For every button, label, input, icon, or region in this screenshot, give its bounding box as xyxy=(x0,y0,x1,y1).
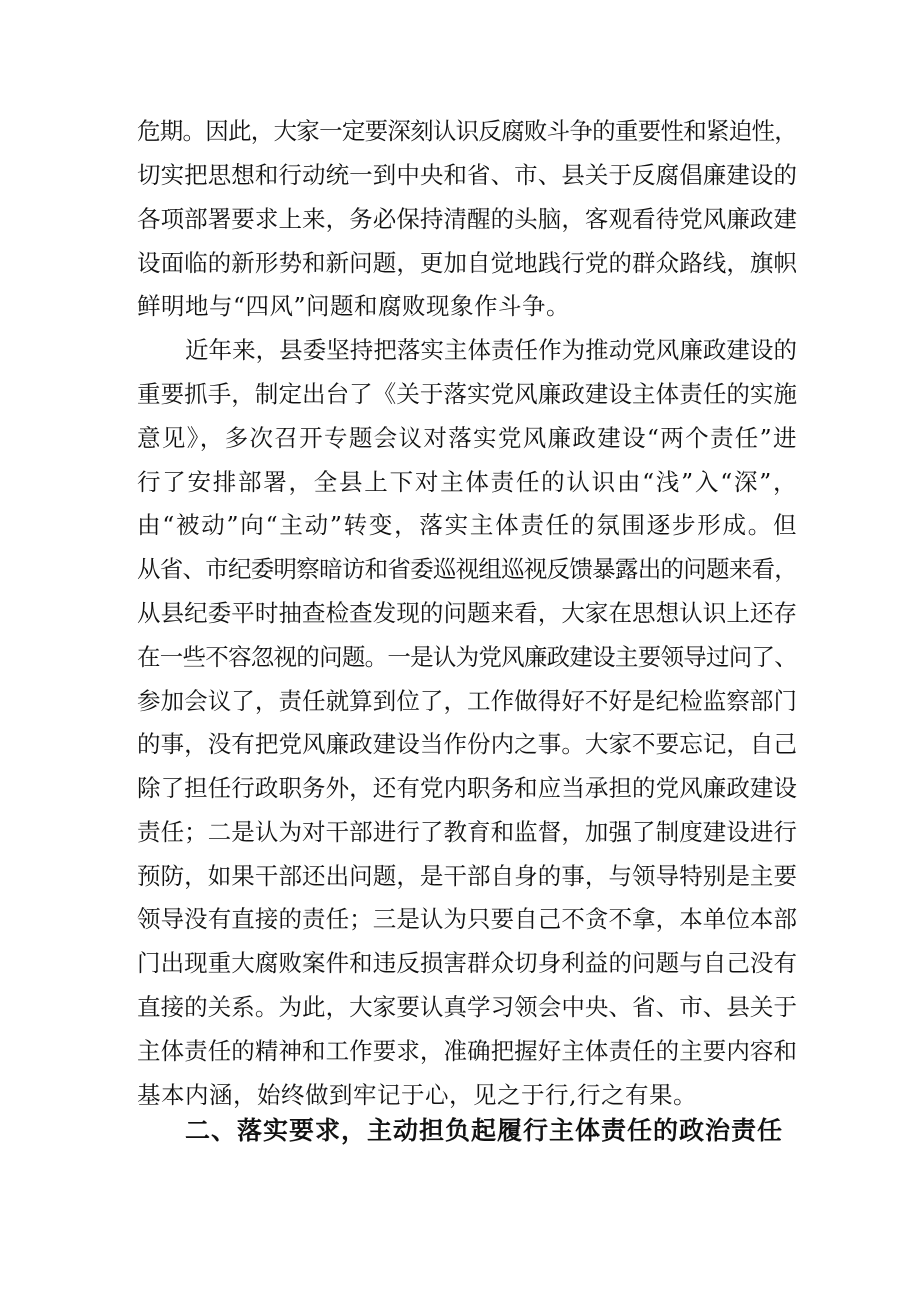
text-line: 近年来，县委坚持把落实主体责任作为推动党风廉政建设的 xyxy=(185,336,797,364)
text-line: 行了安排部署，全县上下对主体责任的认识由“浅”入“深”， xyxy=(137,468,797,496)
text-line: 的事，没有把党风廉政建设当作份内之事。大家不要忘记，自己 xyxy=(137,730,797,758)
text-line: 参加会议了，责任就算到位了，工作做得好不好是纪检监察部门 xyxy=(137,687,797,715)
text-line: 领导没有直接的责任；三是认为只要自己不贪不拿，本单位本部 xyxy=(137,905,797,933)
text-line: 重要抓手，制定出台了《关于落实党风廉政建设主体责任的实施 xyxy=(137,380,797,408)
text-line: 基本内涵，始终做到牢记于心，见之于行,行之有果。 xyxy=(137,1081,697,1109)
text-line: 从县纪委平时抽查检查发现的问题来看，大家在思想认识上还存 xyxy=(137,599,797,627)
text-line: 鲜明地与“四风”问题和腐败现象作斗争。 xyxy=(137,292,571,320)
text-line: 在一些不容忽视的问题。一是认为党风廉政建设主要领导过问了、 xyxy=(137,643,797,671)
text-line: 主体责任的精神和工作要求，准确把握好主体责任的主要内容和 xyxy=(137,1037,797,1065)
text-line: 责任；二是认为对干部进行了教育和监督，加强了制度建设进行 xyxy=(137,818,797,846)
text-line: 门出现重大腐败案件和违反损害群众切身利益的问题与自己没有 xyxy=(137,949,797,977)
text-line: 意见》，多次召开专题会议对落实党风廉政建设“两个责任”进 xyxy=(137,424,797,452)
text-line: 从省、市纪委明察暗访和省委巡视组巡视反馈暴露出的问题来看， xyxy=(137,555,797,583)
text-line: 直接的关系。为此，大家要认真学习领会中央、省、市、县关于 xyxy=(137,993,797,1021)
text-line: 切实把思想和行动统一到中央和省、市、县关于反腐倡廉建设的 xyxy=(137,161,797,189)
section-heading: 二、落实要求，主动担负起履行主体责任的政治责任 xyxy=(185,1116,784,1145)
text-line: 除了担任行政职务外，还有党内职务和应当承担的党风廉政建设 xyxy=(137,774,797,802)
text-line: 由“被动”向“主动”转变，落实主体责任的氛围逐步形成。但 xyxy=(137,511,797,539)
text-line: 设面临的新形势和新问题，更加自觉地践行党的群众路线，旗帜 xyxy=(137,249,797,277)
text-line: 预防，如果干部还出问题，是干部自身的事，与领导特别是主要 xyxy=(137,862,797,890)
text-line: 各项部署要求上来，务必保持清醒的头脑，客观看待党风廉政建 xyxy=(137,205,797,233)
text-line: 危期。因此，大家一定要深刻认识反腐败斗争的重要性和紧迫性， xyxy=(137,117,797,145)
